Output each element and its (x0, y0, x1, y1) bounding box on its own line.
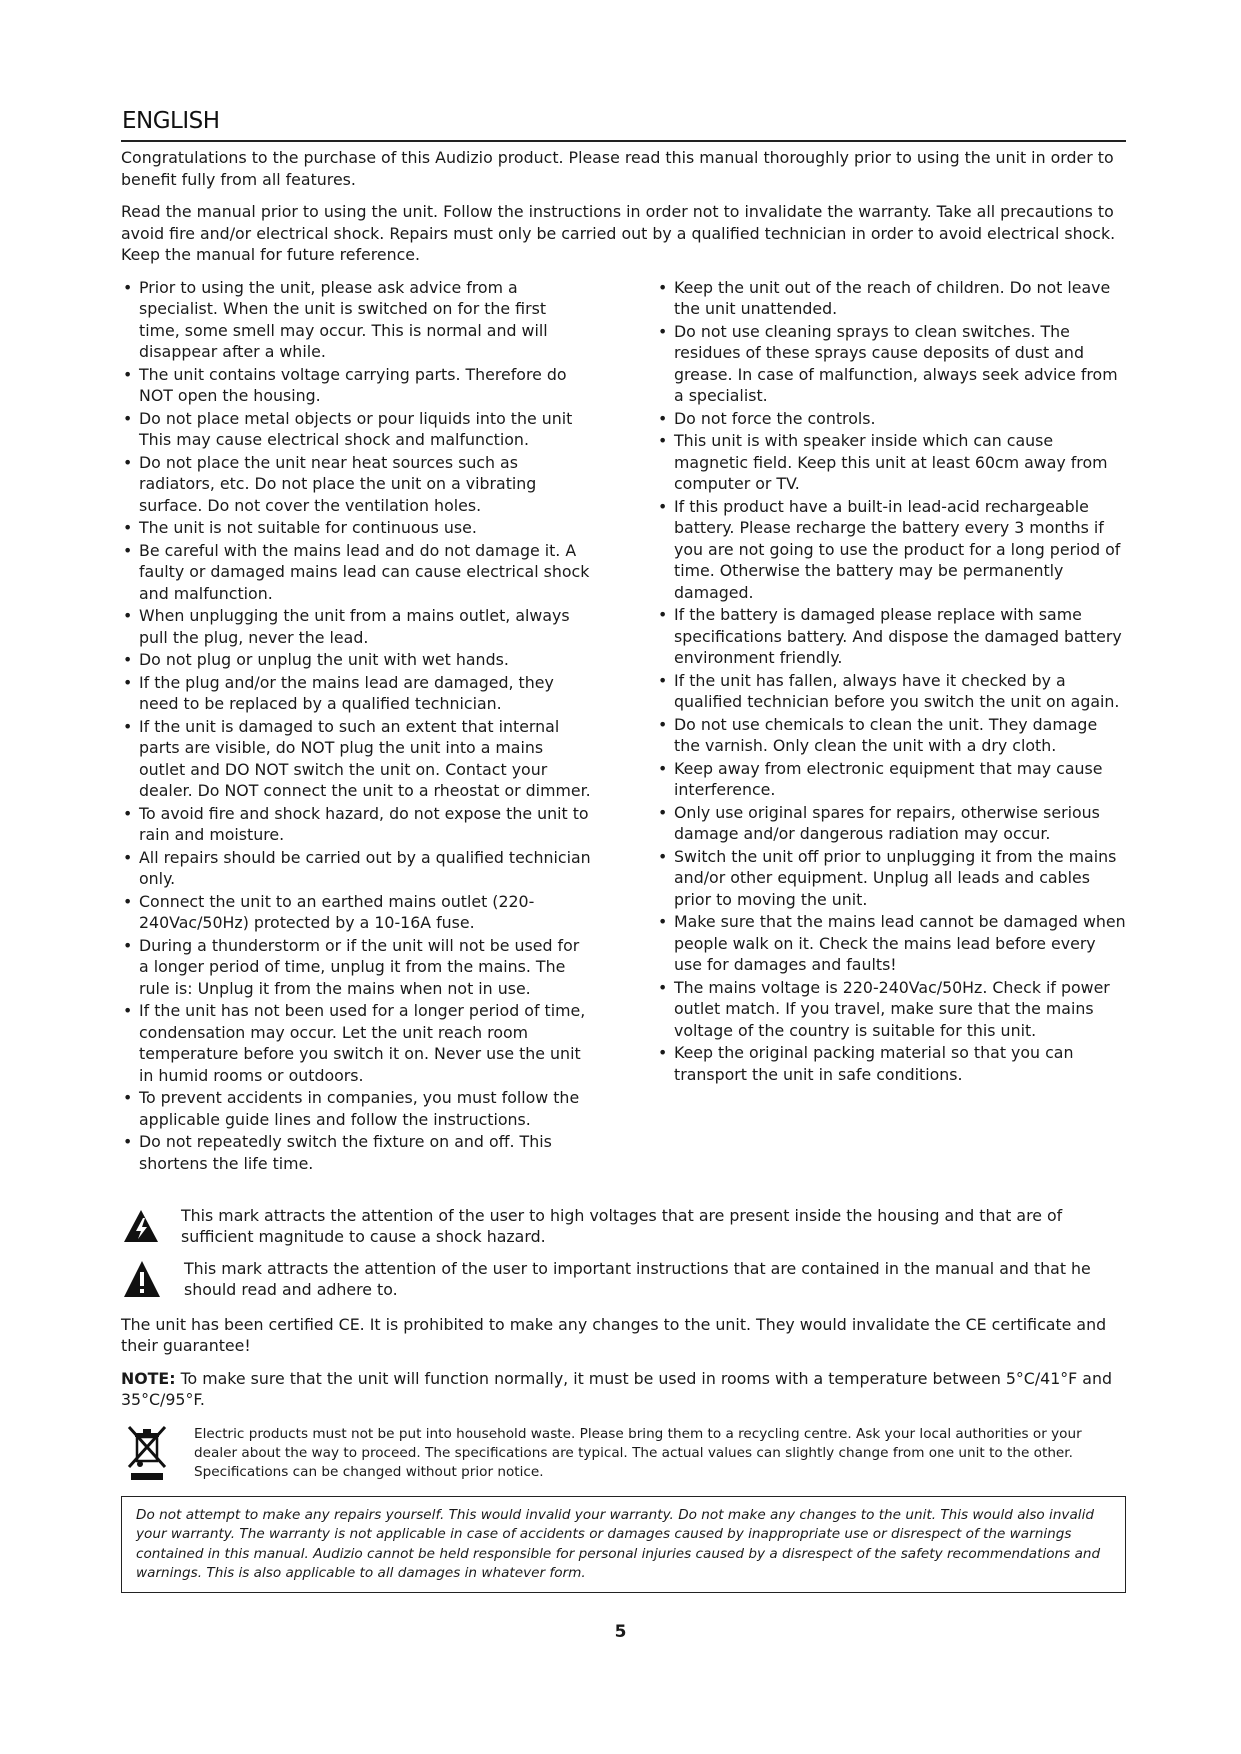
bullet-icon: • (658, 714, 668, 734)
left-safety-list-item (121, 1000, 591, 1086)
right-safety-list-item (656, 977, 1126, 1042)
right-safety-list-item (656, 321, 1126, 407)
bullet-icon: • (123, 364, 133, 384)
bullet-icon: • (123, 803, 133, 823)
high-voltage-warning-text: This mark attracts the attention of the user to high voltages that are present inside the housing and that are of sufficient magnitude to cause a shock hazard. (181, 1205, 1063, 1246)
right-safety-list-item (656, 1042, 1126, 1085)
right-safety-list-item (656, 496, 1126, 604)
instructions-warning (121, 1258, 1126, 1301)
bullet-icon: • (658, 846, 668, 866)
bullet-icon: • (123, 716, 133, 736)
left-safety-list-item (121, 716, 591, 802)
left-safety-list-item-text: To prevent accidents in companies, you must follow the applicable guide lines and follow the instructions. (139, 1088, 580, 1129)
right-safety-list-item-text: Only use original spares for repairs, otherwise serious damage and/or dangerous radiation may occur. (674, 802, 1100, 843)
right-safety-list-item-text: Keep away from electronic equipment that may cause interference. (674, 758, 1103, 799)
bullet-icon: • (658, 605, 668, 624)
left-safety-list-item-text: Do not place the unit near heat sources such as radiators, etc. Do not place the unit on a vibrating surface. Do not cover the ventilation holes. (139, 452, 537, 515)
right-safety-list-item-text: Keep the unit out of the reach of children. Do not leave the unit unattended. (674, 277, 1111, 318)
right-safety-list-item (656, 604, 1126, 669)
high-voltage-warning (121, 1205, 1126, 1248)
recycling-notice-text: Electric products must not be put into household waste. Please bring them to a recycling centre. Ask your local authorities or your dealer about the way to proceed. The specifications are typical. The actual values can slightly change from one unit to the other. Specifications can be changed without prior notice. (194, 1425, 1082, 1480)
bullet-icon: • (123, 847, 133, 867)
bullet-icon: • (658, 758, 668, 778)
warranty-disclaimer-box: Do not attempt to make any repairs yourself. This would invalid your warranty. Do not make any changes to the unit. This would also invalid your warranty. The warranty is not applicable in case of accidents or damages caused by inappropriate use or disrespect of the warnings contained in this manual. Audizio cannot be held responsible for personal injuries caused by a disrespect of the safety recommendations and warnings. This is also applicable to all damages in whatever form. (121, 1496, 1126, 1593)
intro-paragraph: Congratulations to the purchase of this Audizio product. Please read this manual thoroughly prior to using the unit in order to benefit fully from all features. (121, 148, 1114, 189)
right-safety-list (656, 277, 1126, 1086)
right-safety-list-item (656, 408, 1126, 430)
left-safety-list-item-text: The unit contains voltage carrying parts. Therefore do NOT open the housing. (139, 364, 567, 405)
right-safety-list-item (656, 802, 1126, 845)
note-label: NOTE: (121, 1368, 176, 1388)
bullet-icon: • (123, 1001, 133, 1020)
bullet-icon: • (123, 935, 133, 955)
page-number: 5 (614, 1622, 627, 1642)
bullet-icon: • (123, 1132, 133, 1151)
bullet-icon: • (123, 540, 133, 560)
left-safety-list-item-text: If the unit is damaged to such an extent that internal parts are visible, do NOT plug the unit into a mains outlet and DO NOT switch the unit on. Contact your dealer. Do NOT connect the unit to a rheostat or dimmer. (139, 716, 591, 800)
bullet-icon: • (123, 452, 133, 472)
left-safety-list-item (121, 277, 591, 363)
left-safety-list-item-text: Be careful with the mains lead and do not damage it. A faulty or damaged mains lead can cause electrical shock and malfunction. (139, 540, 590, 603)
bullet-icon: • (658, 802, 668, 822)
bullet-icon: • (658, 670, 668, 690)
bullet-icon: • (123, 408, 133, 428)
section-heading: ENGLISH (122, 108, 220, 134)
bullet-icon: • (658, 977, 668, 997)
left-safety-list-item (121, 605, 591, 648)
left-safety-list-item (121, 1087, 591, 1130)
right-safety-list-item-text: If the unit has fallen, always have it checked by a qualified technician before you switch the unit on again. (674, 670, 1120, 711)
right-column (656, 277, 1126, 1087)
left-safety-list-item (121, 672, 591, 715)
right-safety-list-item-text: Keep the original packing material so that you can transport the unit in safe conditions. (674, 1043, 1074, 1084)
bullet-icon: • (123, 277, 133, 297)
recycling-notice (121, 1425, 1126, 1482)
note-text: To make sure that the unit will function normally, it must be used in rooms with a temperature between 5°C/41°F and 35°C/95°F. (121, 1368, 1112, 1409)
left-safety-list-item-text: The unit is not suitable for continuous use. (139, 518, 477, 537)
left-safety-list-item-text: Do not repeatedly switch the fixture on and off. This shortens the life time. (139, 1132, 552, 1173)
right-safety-list-item-text: If the battery is damaged please replace with same specifications battery. And dispose the damaged battery environment friendly. (674, 605, 1122, 667)
left-safety-list-item-text: Do not plug or unplug the unit with wet hands. (139, 650, 509, 669)
read-manual-paragraph: Read the manual prior to using the unit. Follow the instructions in order not to invalidate the warranty. Take all precautions to avoid fire and/or electrical shock. Repairs must only be carried out by a qualified technician in order to avoid electrical shock. Keep the manual for future reference. (121, 202, 1116, 264)
lightning-warning-icon (123, 1209, 159, 1249)
bullet-icon: • (658, 912, 668, 931)
right-safety-list-item (656, 758, 1126, 801)
right-safety-list-item (656, 277, 1126, 320)
left-safety-list-item (121, 408, 591, 451)
left-safety-list-item (121, 517, 591, 539)
bullet-icon: • (123, 672, 133, 692)
bullet-icon: • (658, 496, 668, 516)
right-safety-list-item-text: Do not use cleaning sprays to clean switches. The residues of these sprays cause deposits of dust and grease. In case of malfunction, always seek advice from a specialist. (674, 321, 1118, 405)
right-safety-list-item-text: Do not use chemicals to clean the unit. They damage the varnish. Only clean the unit with a dry cloth. (674, 714, 1098, 755)
right-safety-list-item (656, 670, 1126, 713)
left-safety-list-item (121, 452, 591, 517)
right-safety-list-item-text: The mains voltage is 220-240Vac/50Hz. Check if power outlet match. If you travel, make sure that the mains voltage of the country is suitable for this unit. (674, 977, 1110, 1040)
left-safety-list-item-text: If the unit has not been used for a longer period of time, condensation may occur. Let the unit reach room temperature before you switch it on. Never use the unit in humid rooms or outdoors. (139, 1001, 586, 1085)
ce-paragraph: The unit has been certified CE. It is prohibited to make any changes to the unit. They would invalidate the CE certificate and their guarantee! (121, 1314, 1107, 1355)
bullet-icon: • (658, 431, 668, 450)
left-safety-list-item (121, 847, 591, 890)
left-safety-list-item (121, 540, 591, 605)
right-safety-list-item (656, 846, 1126, 911)
bullet-icon: • (658, 1043, 668, 1062)
right-safety-list-item-text: This unit is with speaker inside which can cause magnetic field. Keep this unit at least 60cm away from computer or TV. (674, 431, 1108, 493)
bullet-icon: • (123, 891, 133, 911)
left-column (121, 277, 591, 1176)
bullet-icon: • (658, 277, 668, 297)
right-safety-list-item-text: If this product have a built-in lead-acid rechargeable battery. Please recharge the battery every 3 months if you are not going to use the product for a long period of time. Otherwise the battery may be permanently damaged. (674, 496, 1121, 602)
right-safety-list-item (656, 911, 1126, 976)
left-safety-list-item-text: Prior to using the unit, please ask advice from a specialist. When the unit is switched on for the first time, some smell may occur. This is normal and will disappear after a while. (139, 277, 548, 361)
bullet-icon: • (123, 606, 133, 625)
crossed-bin-icon (127, 1425, 167, 1489)
left-safety-list-item (121, 649, 591, 671)
note-paragraph (121, 1368, 1126, 1411)
left-safety-list-item-text: If the plug and/or the mains lead are damaged, they need to be replaced by a qualified technician. (139, 672, 554, 713)
left-safety-list-item-text: Connect the unit to an earthed mains outlet (220-240Vac/50Hz) protected by a 10-16A fuse. (139, 891, 535, 932)
bullet-icon: • (658, 408, 668, 428)
left-safety-list-item-text: When unplugging the unit from a mains outlet, always pull the plug, never the lead. (139, 606, 570, 647)
left-safety-list-item (121, 891, 591, 934)
left-safety-list (121, 277, 591, 1175)
right-safety-list-item (656, 430, 1126, 495)
manual-page (121, 98, 1126, 1593)
left-safety-list-item (121, 935, 591, 1000)
safety-columns (121, 277, 1126, 1197)
bullet-icon: • (123, 650, 133, 669)
right-safety-list-item-text: Make sure that the mains lead cannot be damaged when people walk on it. Check the mains lead before every use for damages and faults! (674, 912, 1126, 974)
bullet-icon: • (123, 1088, 133, 1107)
right-safety-list-item-text: Switch the unit off prior to unplugging it from the mains and/or other equipment. Unplug all leads and cables prior to moving the unit. (674, 846, 1117, 909)
left-safety-list-item (121, 803, 591, 846)
left-safety-list-item (121, 364, 591, 407)
left-safety-list-item-text: To avoid fire and shock hazard, do not expose the unit to rain and moisture. (139, 803, 589, 844)
instructions-warning-text: This mark attracts the attention of the user to important instructions that are contained in the manual and that he should read and adhere to. (184, 1258, 1091, 1299)
left-safety-list-item-text: All repairs should be carried out by a qualified technician only. (139, 847, 591, 888)
right-safety-list-item-text: Do not force the controls. (674, 408, 876, 428)
bullet-icon: • (123, 518, 133, 537)
left-safety-list-item (121, 1131, 591, 1174)
left-safety-list-item-text: During a thunderstorm or if the unit will not be used for a longer period of time, unplug it from the mains. The rule is: Unplug it from the mains when not in use. (139, 935, 580, 998)
right-safety-list-item (656, 714, 1126, 757)
bullet-icon: • (658, 321, 668, 341)
exclamation-warning-icon (123, 1260, 161, 1304)
heading-rule (121, 140, 1126, 142)
left-safety-list-item-text: Do not place metal objects or pour liquids into the unit This may cause electrical shock and malfunction. (139, 408, 573, 449)
